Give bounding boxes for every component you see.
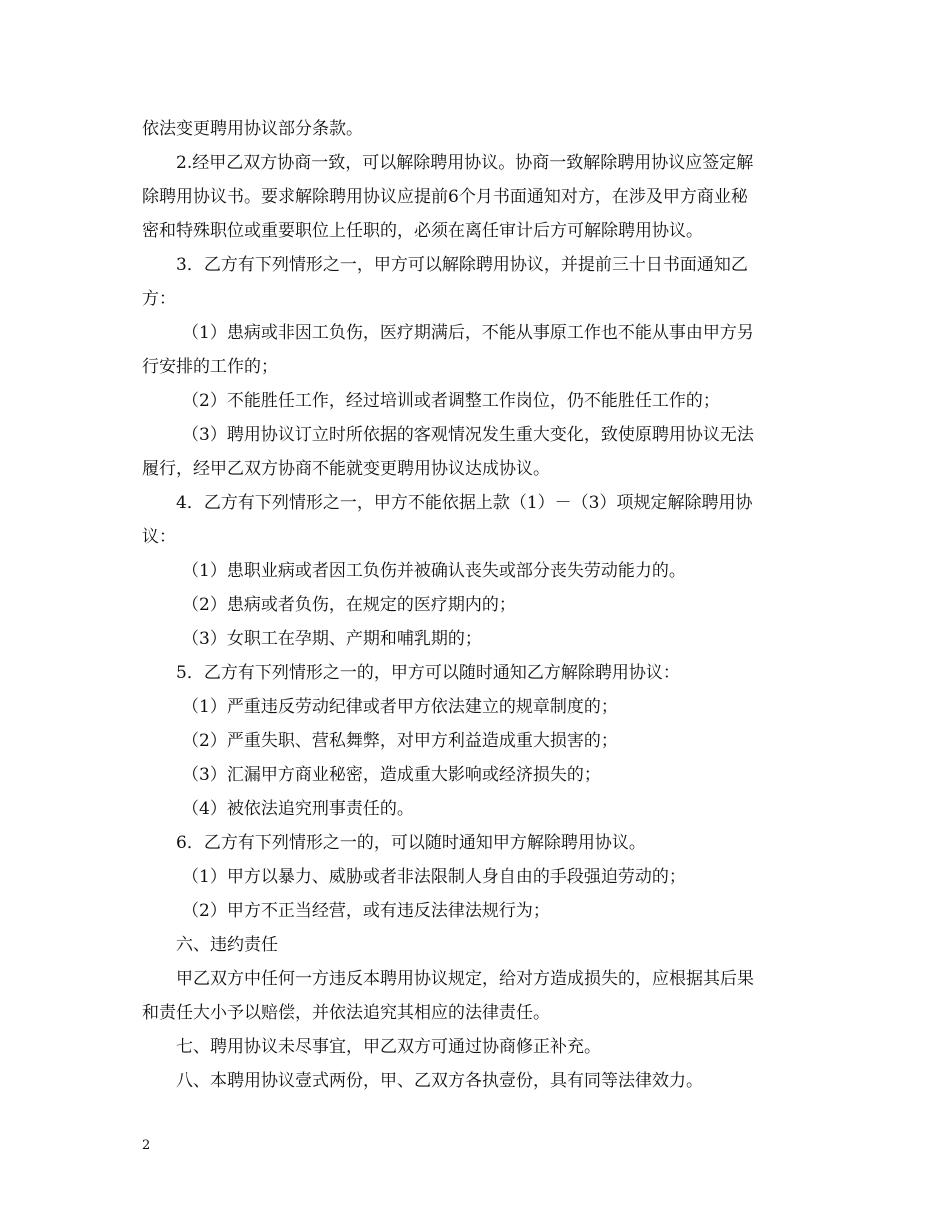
- text-line: （1）严重违反劳动纪律或者甲方依法建立的规章制度的；: [182, 697, 618, 717]
- text-line: 密和特殊职位或重要职位上任职的，必须在离任审计后方可解除聘用协议。: [142, 221, 703, 241]
- text-line: （3）聘用协议订立时所依据的客观情况发生重大变化，致使原聘用协议无法: [182, 425, 754, 445]
- text-line: 七、聘用协议未尽事宜，甲乙双方可通过协商修正补充。: [176, 1037, 601, 1057]
- text-line: 2.经甲乙双方协商一致，可以解除聘用协议。协商一致解除聘用协议应签定解: [176, 153, 754, 173]
- text-line: （2）严重失职、营私舞弊，对甲方利益造成重大损害的；: [182, 731, 618, 751]
- text-line: 和责任大小予以赔偿，并依法追究其相应的法律责任。: [142, 1003, 550, 1023]
- text-line: （3）女职工在孕期、产期和哺乳期的；: [182, 629, 482, 649]
- text-line: 八、本聘用协议壹式两份，甲、乙双方各执壹份，具有同等法律效力。: [176, 1071, 703, 1091]
- text-line: （2）甲方不正当经营，或有违反法律法规行为；: [182, 901, 550, 921]
- text-line: 履行，经甲乙双方协商不能就变更聘用协议达成协议。: [142, 459, 550, 479]
- text-line: （4）被依法追究刑事责任的。: [182, 799, 414, 819]
- text-line: 方：: [142, 289, 176, 309]
- text-line: 除聘用协议书。要求解除聘用协议应提前6个月书面通知对方，在涉及甲方商业秘: [142, 187, 748, 207]
- text-line: 3．乙方有下列情形之一，甲方可以解除聘用协议，并提前三十日书面通知乙: [176, 255, 748, 275]
- text-line: （1）甲方以暴力、威胁或者非法限制人身自由的手段强迫劳动的；: [182, 867, 686, 887]
- text-line: 5．乙方有下列情形之一的，甲方可以随时通知乙方解除聘用协议：: [176, 663, 680, 683]
- text-line: 6．乙方有下列情形之一的，可以随时通知甲方解除聘用协议。: [176, 833, 646, 853]
- text-line: 行安排的工作的；: [142, 357, 278, 377]
- text-line: （2）不能胜任工作，经过培训或者调整工作岗位，仍不能胜任工作的；: [182, 391, 720, 411]
- page-number: 2: [142, 1138, 151, 1153]
- section-heading: 六、违约责任: [176, 935, 278, 955]
- text-line: （1）患病或非因工负伤，医疗期满后，不能从事原工作也不能从事由甲方另: [182, 323, 754, 343]
- text-line: 4．乙方有下列情形之一，甲方不能依据上款（1）－（3）项规定解除聘用协: [176, 493, 753, 513]
- document-body: [142, 112, 814, 1098]
- text-line: 议：: [142, 527, 176, 547]
- text-line: （1）患职业病或者因工负伤并被确认丧失或部分丧失劳动能力的。: [182, 561, 686, 581]
- text-line: 甲乙双方中任何一方违反本聘用协议规定，给对方造成损失的，应根据其后果: [176, 969, 754, 989]
- text-line: （2）患病或者负伤，在规定的医疗期内的；: [182, 595, 516, 615]
- text-line: 依法变更聘用协议部分条款。: [142, 119, 363, 139]
- text-line: （3）汇漏甲方商业秘密，造成重大影响或经济损失的；: [182, 765, 601, 785]
